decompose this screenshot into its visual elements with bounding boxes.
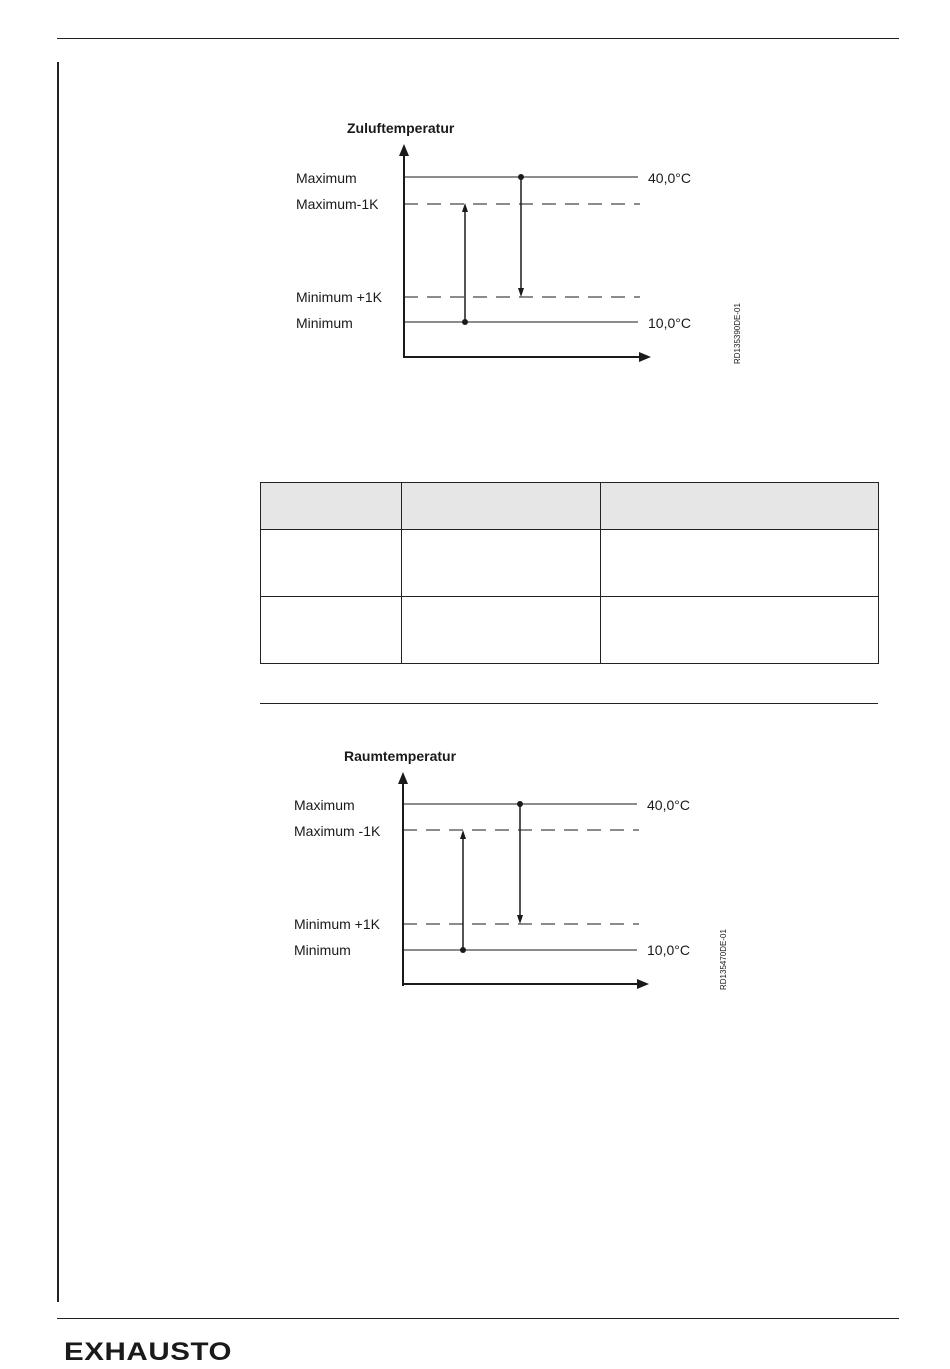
- table-cell: [601, 597, 879, 664]
- down-arrow-dot: [518, 174, 524, 180]
- up-arrow-dot: [460, 947, 466, 953]
- y-axis-arrow: [398, 772, 408, 784]
- label-maximum-minus: Maximum-1K: [296, 196, 379, 212]
- table-header-row: [261, 483, 879, 530]
- down-arrow-dot: [517, 801, 523, 807]
- table-cell: [402, 530, 601, 597]
- label-minimum: Minimum: [296, 315, 353, 331]
- x-axis-arrow: [639, 352, 651, 362]
- x-axis-arrow: [637, 979, 649, 989]
- brand-logo: EXHAUSTO: [64, 1338, 233, 1366]
- table-cell: [601, 530, 879, 597]
- down-arrowhead: [518, 288, 524, 297]
- diagram-reference: RD135470DE-01: [719, 929, 728, 990]
- supply-temperature-diagram: [0, 0, 950, 420]
- up-arrow-dot: [462, 319, 468, 325]
- table-cell: [402, 597, 601, 664]
- diagram-title: Raumtemperatur: [344, 748, 457, 764]
- label-minimum: Minimum: [294, 942, 351, 958]
- label-maximum-minus: Maximum -1K: [294, 823, 381, 839]
- label-maximum: Maximum: [296, 170, 357, 186]
- parameter-table: [260, 482, 879, 664]
- bottom-rule: [57, 1318, 899, 1319]
- value-max: 40,0°C: [647, 797, 690, 813]
- value-min: 10,0°C: [647, 942, 690, 958]
- diagram-title: Zuluftemperatur: [347, 120, 455, 136]
- table-row: [261, 597, 879, 664]
- diagram-reference: RD135390DE-01: [733, 303, 742, 364]
- label-minimum-plus: Minimum +1K: [294, 916, 380, 932]
- table-header-cell: [261, 483, 402, 530]
- table-header-cell: [402, 483, 601, 530]
- label-minimum-plus: Minimum +1K: [296, 289, 382, 305]
- room-temperature-diagram: [0, 700, 950, 1020]
- table-row: [261, 530, 879, 597]
- value-max: 40,0°C: [648, 170, 691, 186]
- y-axis-arrow: [399, 144, 409, 156]
- table-header-cell: [601, 483, 879, 530]
- down-arrowhead: [517, 915, 523, 924]
- table-cell: [261, 597, 402, 664]
- label-maximum: Maximum: [294, 797, 355, 813]
- up-arrowhead: [460, 830, 466, 839]
- table-cell: [261, 530, 402, 597]
- value-min: 10,0°C: [648, 315, 691, 331]
